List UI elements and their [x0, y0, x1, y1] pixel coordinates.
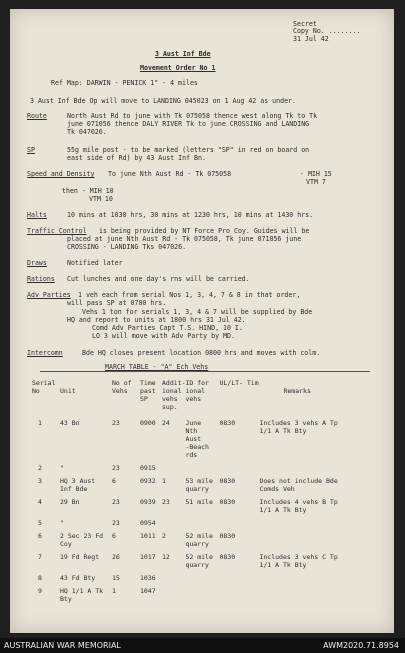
cell-addit — [162, 459, 185, 472]
cell-serial: 2 — [38, 464, 42, 472]
col-serial: Serial No — [32, 379, 56, 395]
cell-tim: 0830 — [219, 532, 236, 540]
cell-addit: 2 — [162, 532, 166, 540]
cell-tim — [219, 569, 259, 582]
cell-unit: " — [60, 519, 64, 527]
cell-tim — [219, 582, 259, 603]
traffic-line-2: placed at june Nth Aust Rd - Tk 075058, Tk june 071056 june — [67, 235, 302, 243]
cell-remarks: Does not include Bde Comds Veh — [259, 477, 338, 493]
cell-serial: 9 — [38, 587, 42, 595]
cell-remarks — [259, 514, 359, 527]
cell-addit: 23 — [162, 498, 170, 506]
cell-tim: 0830 — [219, 419, 236, 427]
document-title: 3 Aust Inf Bde — [155, 50, 211, 58]
cell-time: 1036 — [140, 574, 156, 582]
table-top-rule — [40, 371, 370, 372]
cell-unit: 43 Fd Bty — [60, 574, 96, 582]
march-table — [32, 379, 359, 603]
cell-time: 0954 — [140, 519, 156, 527]
rations-label: Rations — [27, 275, 55, 283]
route-line-1: North Aust Rd to june with Tk 075058 thence west along Tk to Tk — [67, 112, 318, 120]
cell-addit: 1 — [162, 477, 166, 485]
cell-time: 0932 — [140, 477, 156, 485]
table-row — [32, 548, 359, 569]
table-row — [32, 459, 359, 472]
speed-line-1: To june Nth Aust Rd - Tk 075058 — [108, 170, 232, 178]
document-date: 31 Jul 42 — [293, 35, 329, 43]
col-unit: Unit — [60, 387, 76, 395]
cell-remarks — [259, 569, 359, 582]
cell-for: 53 mile quarry — [185, 477, 213, 493]
col-vehs: No of Vehs — [112, 379, 132, 395]
cell-unit: 2 Sec 23 Fd Coy — [60, 532, 104, 548]
cell-vehs: 23 — [112, 498, 120, 506]
draws-text: Notified later — [67, 259, 123, 267]
reference-maps: Ref Map: DARWIN - PENICK 1" - 4 miles — [51, 79, 198, 87]
cell-time: 0939 — [140, 498, 156, 506]
cell-for — [185, 569, 219, 582]
cell-vehs: 6 — [112, 532, 116, 540]
document-subtitle: Movement Order No 1 — [140, 64, 216, 72]
traffic-line-1: is being provided by NT Force Pro Coy. Guides will be — [99, 227, 310, 235]
intercomn-text: Bde HQ closes present location 0800 hrs and moves with colm. — [82, 349, 321, 357]
cell-for: June Nth Aust -Beach rds — [185, 419, 209, 459]
cell-tim — [219, 459, 259, 472]
halts-text: 10 mins at 1030 hrs, 30 mins at 1230 hrs, 10 mins at 1430 hrs. — [67, 211, 314, 219]
route-line-2: june 071056 thence DALY RIVER Tk to june CROSSING and LANDING — [67, 120, 310, 128]
cell-tim: 0830 — [219, 477, 236, 485]
security-classification: Secret — [293, 20, 317, 28]
cell-addit — [162, 514, 185, 527]
speed-vtm-1: VTM 7 — [306, 178, 326, 186]
speed-then-mih: then - MIH 10 — [62, 187, 114, 195]
table-row — [32, 569, 359, 582]
cell-vehs: 15 — [112, 574, 120, 582]
cell-unit: " — [60, 464, 64, 472]
cell-vehs: 1 — [112, 587, 116, 595]
draws-label: Draws — [27, 259, 47, 267]
cell-tim — [219, 514, 259, 527]
intro-line: 3 Aust Inf Bde Op will move to LANDING 045023 on 1 Aug 42 as under. — [30, 97, 296, 105]
cell-vehs: 23 — [112, 464, 120, 472]
traffic-label: Traffic Control — [27, 227, 87, 235]
cell-serial: 5 — [38, 519, 42, 527]
cell-addit — [162, 569, 185, 582]
cell-serial: 8 — [38, 574, 42, 582]
march-table-caption: MARCH TABLE - "A" Ech Vehs — [105, 363, 209, 371]
cell-vehs: 6 — [112, 477, 116, 485]
cell-for: 51 mile — [185, 498, 213, 506]
cell-vehs: 23 — [112, 519, 120, 527]
cell-remarks: Includes 3 vehs A Tp 1/1 A Tk Bty — [259, 419, 338, 435]
table-row — [32, 493, 359, 514]
cell-serial: 4 — [38, 498, 42, 506]
archive-footer — [0, 638, 405, 653]
table-row — [32, 582, 359, 603]
col-addit: Addit- ional vehs sup. — [162, 379, 186, 411]
cell-for — [185, 459, 219, 472]
sp-line-1: 55g mile post - to be marked (letters "SP" in red on board on — [67, 146, 310, 154]
col-for: ID for ional vehs — [185, 379, 209, 403]
cell-tim: 0830 — [219, 498, 236, 506]
cell-time: 1017 — [140, 553, 156, 561]
cell-tim: 0830 — [219, 553, 236, 561]
cell-time: 1011 — [140, 532, 156, 540]
archive-reference: AWM2020.71.8954 — [323, 641, 399, 650]
cell-unit: 29 Bn — [60, 498, 80, 506]
cell-time: 0900 — [140, 419, 156, 427]
speed-then-vtm: VTM 10 — [89, 195, 113, 203]
cell-addit: 12 — [162, 553, 170, 561]
cell-remarks — [259, 459, 359, 472]
speed-mih-1: - MIH 15 — [300, 170, 332, 178]
adv-parties-line-6: LO 3 will move with Adv Party by MD. — [92, 332, 235, 340]
table-row — [32, 411, 359, 459]
cell-time: 1047 — [140, 587, 156, 595]
adv-parties-line-5: Comd Adv Parties Capt T.S. HIND, 10 I. — [92, 324, 243, 332]
cell-serial: 1 — [38, 419, 42, 427]
cell-remarks — [259, 582, 359, 603]
cell-unit: 43 Bn — [60, 419, 80, 427]
table-row — [32, 527, 359, 548]
cell-time: 0915 — [140, 464, 156, 472]
copy-number: Copy No. ........ — [293, 27, 361, 35]
sp-label: SP — [27, 146, 35, 154]
cell-addit — [162, 582, 185, 603]
archive-name: AUSTRALIAN WAR MEMORIAL — [4, 641, 121, 650]
cell-unit: HQ 1/1 A Tk Bty — [60, 587, 104, 603]
adv-parties-line-3: Vehs 1 ton for serials 1, 3, 4 & 7 will be supplied by Bde — [82, 308, 313, 316]
cell-serial: 3 — [38, 477, 42, 485]
cell-addit: 24 — [162, 419, 170, 427]
table-row — [32, 472, 359, 493]
cell-for: 52 mile quarry — [185, 532, 213, 548]
speed-label: Speed and Density — [27, 170, 95, 178]
route-label: Route — [27, 112, 47, 120]
col-time: Time past SP — [140, 379, 156, 403]
cell-for — [185, 514, 219, 527]
cell-remarks: Includes 3 vehs C Tp 1/1 A Tk Bty — [259, 553, 338, 569]
halts-label: Halts — [27, 211, 47, 219]
adv-parties-line-1: 1 veh each from serial Nos 1, 3, 4, 7 & 8 in that order, — [78, 291, 301, 299]
col-remarks: Remarks — [283, 387, 311, 395]
table-header-row — [32, 379, 359, 411]
cell-for — [185, 582, 219, 603]
document-page — [10, 9, 394, 633]
col-ul: UL/LT- Tim — [219, 379, 259, 387]
sp-line-2: east side of Rd) by 43 Aust Inf Bn. — [67, 154, 206, 162]
cell-vehs: 26 — [112, 553, 120, 561]
adv-parties-line-2: will pass SP at 0700 hrs. — [67, 299, 167, 307]
rations-text: Cut lunches and one day's rns will be carried. — [67, 275, 250, 283]
intercomn-label: Intercomn — [27, 349, 63, 357]
table-row — [32, 514, 359, 527]
cell-remarks: Includes 4 vehs B Tp 1/1 A Tk Bty — [259, 498, 338, 514]
route-line-3: Tk 047026. — [67, 128, 107, 136]
cell-unit: HQ 3 Aust Inf Bde — [60, 477, 96, 493]
cell-vehs: 23 — [112, 419, 120, 427]
cell-serial: 6 — [38, 532, 42, 540]
adv-parties-line-4: HQ and report to units at 1800 hrs 31 Jul 42. — [67, 316, 246, 324]
cell-unit: 19 Fd Regt — [60, 553, 100, 561]
cell-serial: 7 — [38, 553, 42, 561]
traffic-line-3: CROSSING - LANDING Tks 047026. — [67, 243, 187, 251]
adv-parties-label: Adv Parties — [27, 291, 71, 299]
cell-remarks — [259, 527, 359, 548]
cell-for: 52 mile quarry — [185, 553, 213, 569]
